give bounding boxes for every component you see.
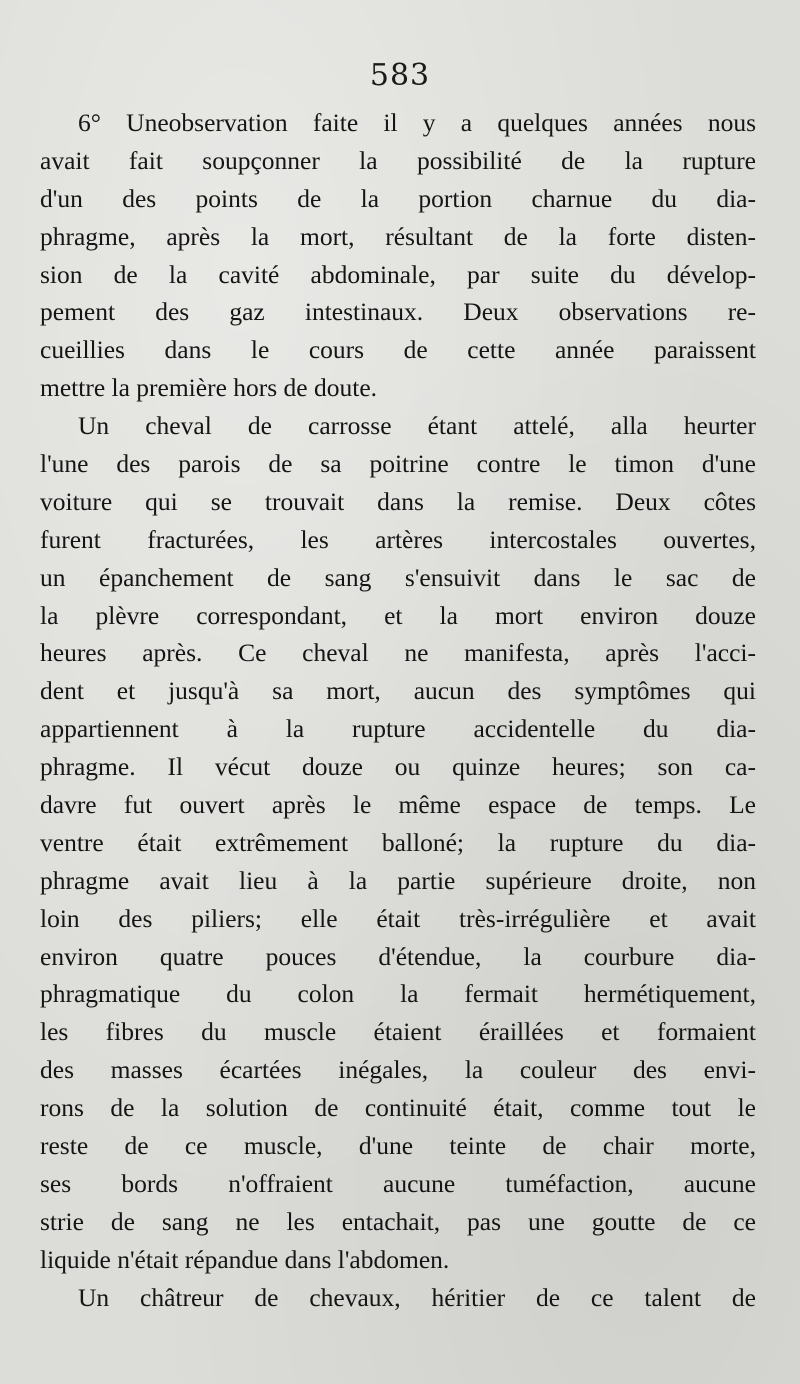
text-line: avait fait soupçonner la possibilité de la rupture [40, 145, 756, 175]
text-line: des masses écartées inégales, la couleur des envi- [40, 1055, 756, 1085]
body-text [40, 104, 756, 1317]
text-line: phragme, après la mort, résultant de la forte disten- [40, 221, 756, 251]
text-line: Un cheval de carrosse étant attelé, alla heurter [78, 411, 756, 441]
text-line: 6° Uneobservation faite il y a quelques années nous [78, 108, 756, 137]
text-line: phragme avait lieu à la partie supérieure droite, non [40, 865, 756, 895]
text-line: davre fut ouvert après le même espace de temps. Le [40, 790, 756, 820]
text-line: cueillies dans le cours de cette année paraissent [40, 335, 756, 365]
text-line: ventre était extrêmement balloné; la rupture du dia- [40, 827, 756, 857]
text-line: sion de la cavité abdominale, par suite du dévelop- [40, 259, 756, 289]
text-line: mettre la première hors de doute. [40, 373, 378, 403]
text-line: environ quatre pouces d'étendue, la courbure dia- [40, 941, 756, 971]
text-line: loin des piliers; elle était très-irrégulière et avait [40, 903, 756, 933]
text-line: heures après. Ce cheval ne manifesta, après l'acci- [40, 638, 756, 668]
text-line: dent et jusqu'à sa mort, aucun des symptômes qui [40, 676, 756, 706]
text-line: voiture qui se trouvait dans la remise. Deux côtes [40, 486, 756, 516]
text-line: l'une des parois de sa poitrine contre le timon d'une [40, 449, 756, 479]
text-line: pement des gaz intestinaux. Deux observations re- [40, 297, 756, 327]
text-line: rons de la solution de continuité était, comme tout le [40, 1093, 756, 1123]
text-line: phragmatique du colon la fermait hermétiquement, [40, 979, 756, 1009]
text-line: un épanchement de sang s'ensuivit dans le sac de [40, 562, 756, 592]
text-line: reste de ce muscle, d'une teinte de chair morte, [40, 1131, 756, 1161]
text-line: ses bords n'offraient aucune tuméfaction, aucune [40, 1168, 756, 1198]
page-number: 583 [369, 58, 431, 93]
text-line: phragme. Il vécut douze ou quinze heures; son ca- [40, 752, 756, 782]
text-line: furent fracturées, les artères intercostales ouvertes, [40, 524, 756, 554]
text-line: d'un des points de la portion charnue du dia- [40, 183, 756, 213]
text-line: liquide n'était répandue dans l'abdomen. [40, 1244, 450, 1274]
text-line: Un châtreur de chevaux, héritier de ce talent de [78, 1282, 756, 1312]
text-line: la plèvre correspondant, et la mort environ douze [40, 600, 756, 630]
text-line: strie de sang ne les entachait, pas une goutte de ce [40, 1206, 756, 1236]
text-line: appartiennent à la rupture accidentelle du dia- [40, 714, 756, 744]
text-line: les fibres du muscle étaient éraillées et formaient [40, 1017, 756, 1047]
